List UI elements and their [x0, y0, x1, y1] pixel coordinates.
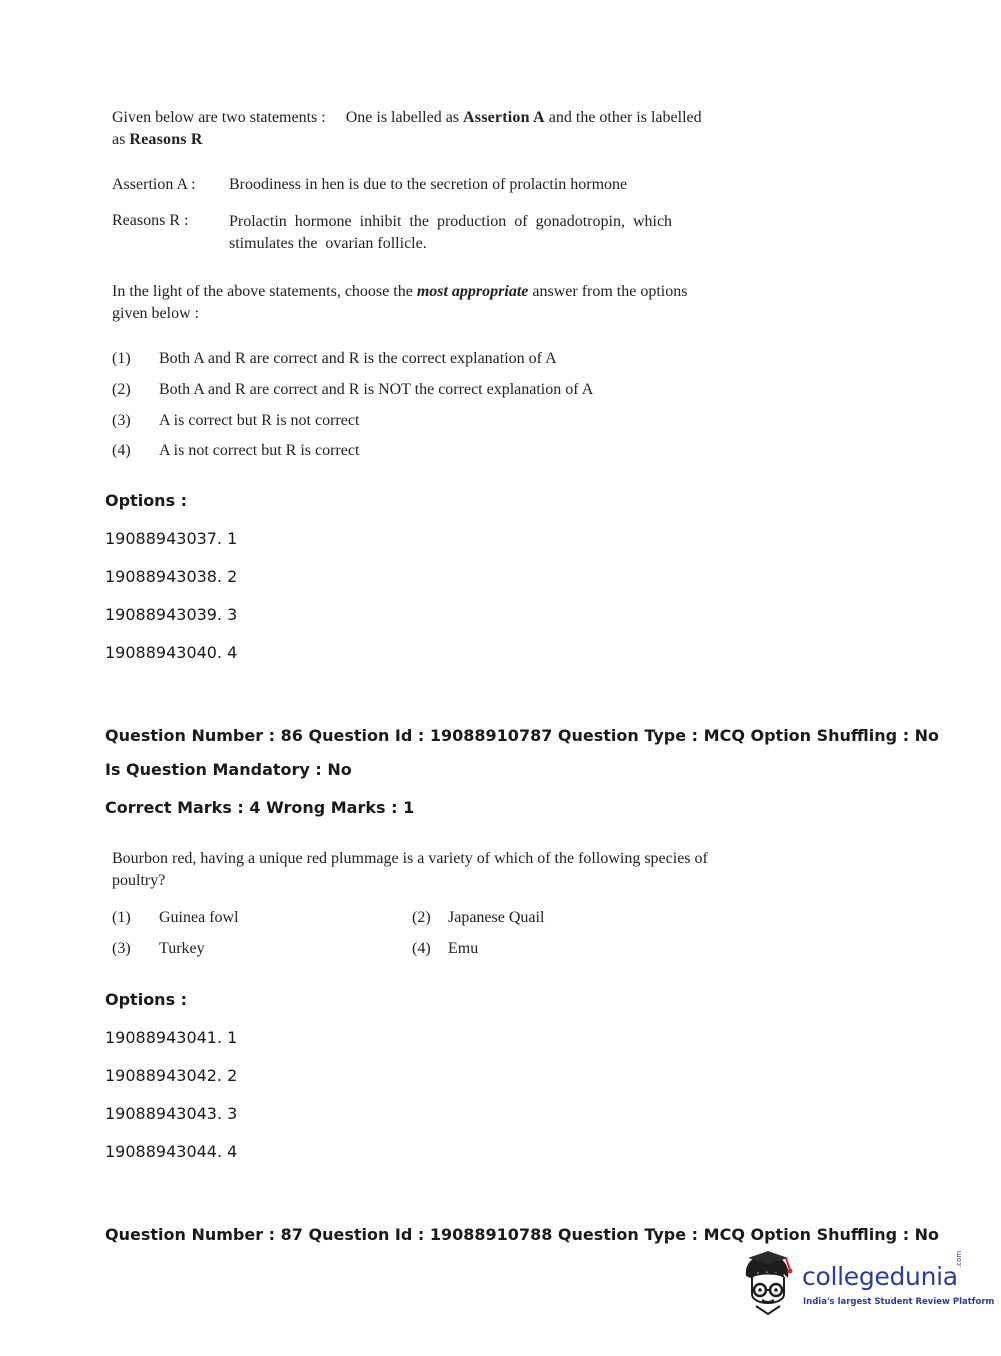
q85-prompt — [112, 281, 732, 325]
q86-choice-text: Emu — [448, 940, 479, 957]
q85-reason-line: Prolactin hormone inhibit the production of gonadotropin, which — [229, 213, 673, 230]
q85-prompt-emphasis: most appropriate — [416, 283, 529, 300]
q85-intro-text: and the other is labelled — [548, 109, 702, 126]
q85-choice-text: Both A and R are correct and R is the correct explanation of A — [159, 350, 557, 367]
q85-option-id: 19088943040. 4 — [105, 643, 238, 662]
collegedunia-logo — [738, 1246, 995, 1326]
q85-reason-text — [229, 211, 719, 255]
q85-assertion-text: Broodiness in hen is due to the secretion of prolactin hormone — [229, 176, 628, 193]
q85-options-heading: Options : — [105, 491, 188, 510]
q86-choice-text: Guinea fowl — [159, 909, 239, 926]
q85-prompt-text: answer from the options — [532, 283, 688, 300]
q85-choice — [112, 350, 593, 381]
q85-intro-text: as — [112, 131, 126, 148]
q86-option-id: 19088943043. 3 — [105, 1104, 238, 1123]
q86-stem-line: Bourbon red, having a unique red plummage is a variety of which of the following species of — [112, 850, 708, 867]
q85-prompt-text: given below : — [112, 305, 200, 322]
q86-choice-text: Turkey — [159, 940, 205, 957]
q86-stem-line: poultry? — [112, 872, 166, 889]
q85-assertion-term: Assertion A — [463, 109, 545, 126]
q85-option-id: 19088943039. 3 — [105, 605, 238, 624]
q85-choice-text: Both A and R are correct and R is NOT the correct explanation of A — [159, 381, 594, 398]
q85-choice-num: (3) — [112, 412, 131, 429]
q87-meta-line: Question Number : 87 Question Id : 19088910788 Question Type : MCQ Option Shuffling : No — [105, 1225, 940, 1244]
q85-assertion-label: Assertion A : — [112, 176, 196, 193]
mascot-icon — [738, 1250, 798, 1322]
q85-choice — [112, 442, 593, 472]
q85-intro — [112, 107, 732, 151]
q85-choice-num: (2) — [112, 381, 131, 398]
q86-options-heading: Options : — [105, 990, 188, 1009]
q85-prompt-text: In the light of the above statements, choose the — [112, 283, 413, 300]
q86-choice-row — [112, 940, 612, 971]
q86-choice-text: Japanese Quail — [448, 909, 545, 926]
q86-option-id: 19088943042. 2 — [105, 1066, 238, 1085]
q85-choice-text: A is correct but R is not correct — [159, 412, 360, 429]
logo-tagline: India's largest Student Review Platform — [803, 1297, 995, 1307]
q85-choice — [112, 381, 593, 412]
q85-reason-term: Reasons R — [129, 131, 203, 148]
q86-choice-num: (1) — [112, 909, 131, 926]
q86-choice-num: (2) — [412, 909, 431, 926]
q85-reason-line: stimulates the ovarian follicle. — [229, 235, 427, 252]
q86-mandatory: Is Question Mandatory : No — [105, 760, 352, 779]
q86-marks: Correct Marks : 4 Wrong Marks : 1 — [105, 798, 415, 817]
q86-option-id: 19088943044. 4 — [105, 1142, 238, 1161]
q85-choice-num: (4) — [112, 442, 131, 459]
q86-option-id: 19088943041. 1 — [105, 1028, 238, 1047]
q85-option-id: 19088943037. 1 — [105, 529, 238, 548]
logo-com: .com — [955, 1250, 963, 1268]
q85-reason-label: Reasons R : — [112, 212, 189, 229]
q86-choices — [112, 909, 612, 971]
q86-choice-num: (3) — [112, 940, 131, 957]
q86-stem — [112, 848, 752, 892]
q85-choice-num: (1) — [112, 350, 131, 367]
q86-choice-num: (4) — [412, 940, 431, 957]
q85-intro-text: One is labelled as — [345, 109, 460, 126]
q85-choice — [112, 412, 593, 442]
q85-choices — [112, 350, 593, 472]
q85-intro-text: Given below are two statements : — [112, 109, 326, 126]
q86-choice-row — [112, 909, 612, 940]
q85-choice-text: A is not correct but R is correct — [159, 442, 360, 459]
q85-option-id: 19088943038. 2 — [105, 567, 238, 586]
q86-meta-line: Question Number : 86 Question Id : 19088910787 Question Type : MCQ Option Shuffling : No — [105, 726, 940, 745]
logo-brand: collegedunia — [802, 1262, 958, 1291]
